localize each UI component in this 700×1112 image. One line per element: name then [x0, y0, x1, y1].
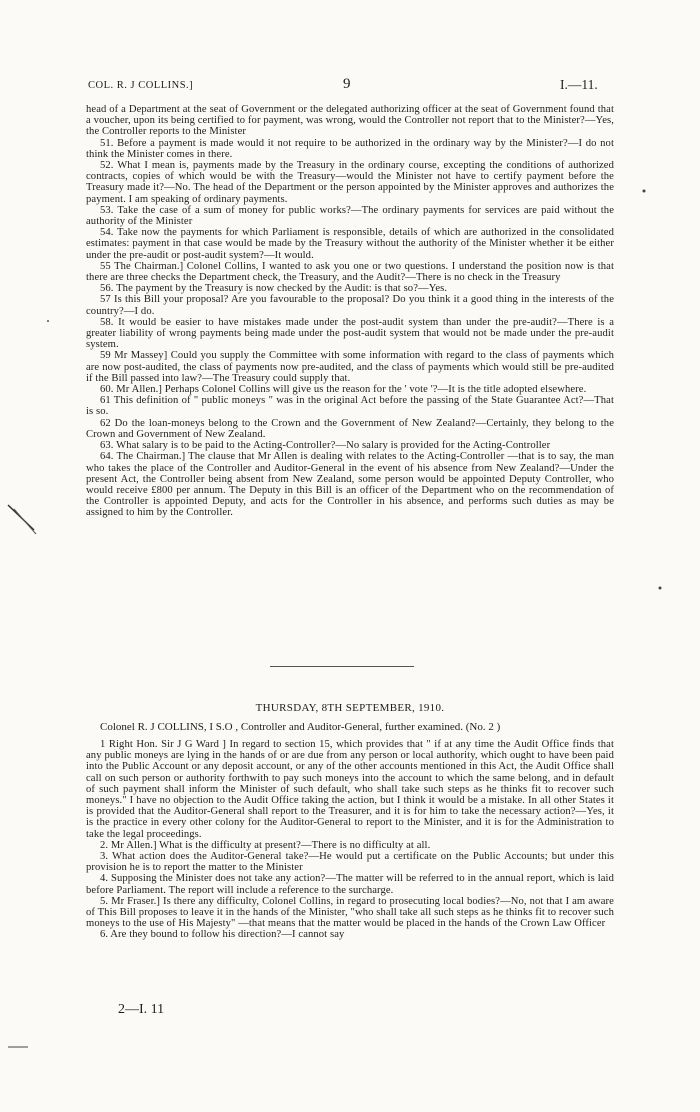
paragraph: 57 Is this Bill your proposal? Are you favourable to the proposal? Do you think it a good thing in the interests of the country?—I do. — [86, 294, 614, 317]
paragraph: 5. Mr Fraser.] Is there any difficulty, Colonel Collins, in regard to prosecuting local bodies?—No, not that I am aware of This Bill proposes to leave it in the hands of the Minister, "who shall take all such steps as he thinks fit to recover such moneys to the use of His Majesty" —that means that the matter would be placed in the hands of the Crown Law Officer — [86, 895, 614, 930]
evidence-text-top — [86, 104, 614, 519]
margin-dot — [659, 587, 662, 590]
margin-dot — [47, 320, 49, 322]
signature-mark: 2—I. 11 — [118, 1002, 165, 1017]
paragraph: 60. Mr Allen.] Perhaps Colonel Collins will give us the reason for the ' vote '?—It is the title adopted elsewhere. — [100, 384, 587, 396]
paragraph: 2. Mr Allen.] What is the difficulty at present?—There is no difficulty at all. — [100, 839, 431, 851]
paragraph: 55 The Chairman.] Colonel Collins, I wanted to ask you one or two questions. I understand the position now is that there are three checks the Department check, the Treasury, and the Audit?—There is no check in the Treasury — [86, 260, 614, 284]
paragraph: 54. Take now the payments for which Parliament is responsible, details of which are authorized in the consolidated estimates: payment in that case would be made by the Treasury without the authority of the Minister whether it be either under the pre-audit or post-audit system?—It would. — [86, 227, 614, 261]
margin-dot — [643, 190, 646, 193]
paragraph: 58. It would be easier to have mistakes made under the post-audit system than under the pre-audit?—There is a greater liability of wrong payments being made under the post-audit system that would not be made under the pre-audit system. — [86, 316, 614, 351]
paragraph: 63. What salary is to be paid to the Acting-Controller?—No salary is provided for the Acting-Controller — [100, 440, 551, 452]
paragraph: 59 Mr Massey] Could you supply the Committee with some information with regard to the class of payments which are now post-audited, the class of payments now pre-audited, and the class of payments which would still be pre-audited if the Bill passed into law?—The Treasury could supply that. — [86, 350, 614, 384]
margin-stroke — [8, 505, 34, 530]
paragraph: 51. Before a payment is made would it not require to be authorized in the ordinary way by the Minister?—I do not think the Minister comes in there. — [86, 137, 614, 160]
paragraph: 52. What I mean is, payments made by the Treasury in the ordinary course, excepting the conditions of authorized contracts, copies of which would be with the Treasury—would the Minister not have to certify payment before the Treasury made it?—No. The head of the Department or the person appointed by the Minister approves and authorizes the payment. I am speaking of ordinary payments. — [86, 160, 614, 205]
paragraph: 53. Take the case of a sum of money for public works?—The ordinary payments for services are paid without the authority of the Minister — [86, 204, 614, 228]
running-header-right: I.—11. — [560, 77, 598, 92]
paragraph: 64. The Chairman.] The clause that Mr Allen is dealing with relates to the Acting-Controller —that is to say, the man who takes the place of the Controller and Auditor-General in the event of his absence from New Zealand?—Under the present Act, the Controller being absent from New Zealand, some person would be appointed Deputy Controller, who would receive £800 per annum. The Deputy in this Bill is an officer of the Department who on the recommendation of the Controller is appointed Deputy, and acts for the Controller in his absence, and performs such duties as may be assigned to him by the Controller. — [86, 451, 614, 519]
page-number: 9 — [343, 76, 351, 92]
session-date: THURSDAY, 8TH SEPTEMBER, 1910. — [255, 702, 445, 714]
paragraph: 6. Are they bound to follow his direction?—I cannot say — [100, 929, 345, 941]
paragraph: 62 Do the loan-moneys belong to the Crown and the Government of New Zealand?—Certainly, they belong to the Crown and Government of New Zealand. — [86, 417, 614, 440]
paragraph: 4. Supposing the Minister does not take any action?—The matter will be referred to in the annual report, which is laid before Parliament. The report will include a reference to the surcharge. — [86, 873, 614, 896]
witness-line: Colonel R. J COLLINS, I S.O , Controller and Auditor-General, further examined. (No. 2 ) — [100, 721, 501, 733]
section-divider — [270, 666, 414, 667]
margin-stroke — [14, 509, 36, 534]
paragraph: 61 This definition of " public moneys " was in the original Act before the passing of the State Guarantee Act?—That is so. — [86, 395, 614, 418]
running-header-left: COL. R. J COLLINS.] — [88, 80, 194, 91]
paragraph: 56. The payment by the Treasury is now checked by the Audit: is that so?—Yes. — [100, 283, 448, 295]
paragraph: 1 Right Hon. Sir J G Ward ] In regard to section 15, which provides that " if at any time the Audit Office finds that any public moneys are lying in the hands of or are due from any person or local authority, which ought to have been paid into the Public Account or any deposit account, or any of the other accounts mentioned in this Act, the Audit Office shall call on such person or authority forthwith to pay such moneys into the account to which the same belong, and in default of such payment shall inform the Minister of such default, who shall take such steps as he thinks fit to recover such moneys." I have no objection to the Audit Office taking the action, but I think it would be a mistake. In all other States it is provided that the Auditor-General shall report to the Treasurer, and it is for him to take the necessary action?—Yes, it is the practice in every other colony for the Auditor-General to report to the Minister, and it is for the Administration to take the legal proceedings. — [86, 739, 614, 840]
evidence-text-bottom — [86, 739, 614, 941]
paragraph: head of a Department at the seat of Government or the delegated authorizing officer at the seat of Government found that a voucher, upon its being certified to for payment, was wrong, would the Controller not report that to the Minister?—Yes, the Controller reports to the Minister — [86, 104, 614, 138]
paragraph: 3. What action does the Auditor-General take?—He would put a certificate on the Public Accounts; but under this provision he is to report the matter to the Minister — [86, 851, 614, 874]
